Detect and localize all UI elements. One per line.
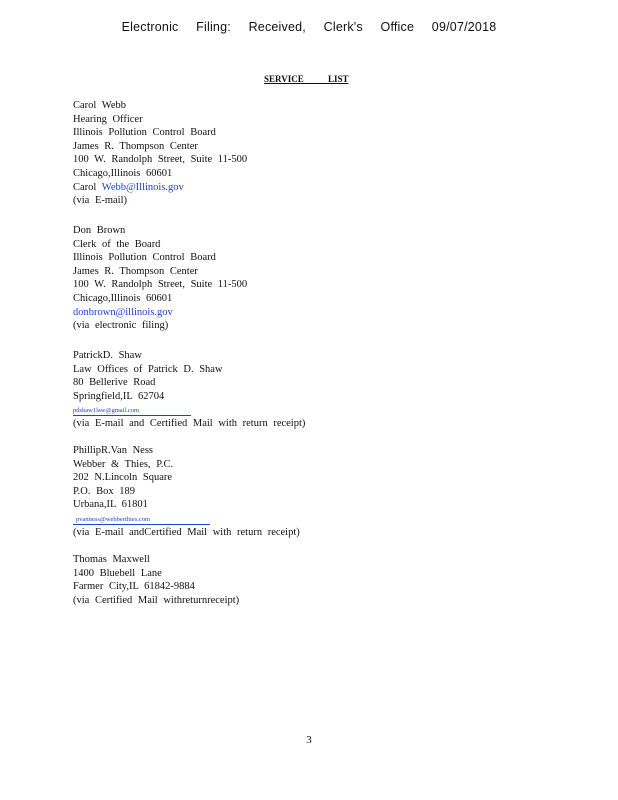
email-link[interactable]: donbrown@illinois.gov [73, 306, 173, 318]
contact-line: Chicago,Illinois 60601 [73, 292, 173, 304]
page-number: 3 [306, 734, 312, 746]
contact-line: Clerk of the Board [73, 238, 161, 250]
contact-line: 100 W. Randolph Street, Suite 11-500 [73, 154, 248, 166]
contact-line: 1400 Bluebell Lane [73, 567, 162, 579]
contact-line: Chicago,Illinois 60601 [73, 167, 173, 179]
email-link[interactable]: pvanness@webberthies.com [73, 516, 210, 525]
contact-line: 100 W. Randolph Street, Suite 11-500 [73, 279, 248, 291]
contact-line: James R. Thompson Center [73, 140, 198, 152]
email-link[interactable]: pdshaw1law@gmail.com [73, 407, 191, 416]
contact-line: James R. Thompson Center [73, 265, 198, 277]
page-title: SERVICE LIST [264, 74, 349, 84]
contact-line: Webber & Thies, P.C. [73, 458, 174, 470]
contact-line: Carol Webb [73, 100, 126, 111]
delivery-method: (via E-mail and Certified Mail with return receipt) [73, 417, 306, 429]
contact-line: Urbana,IL 61801 [73, 499, 148, 511]
email-prefix: Carol [73, 181, 97, 193]
contact-line: Springfield,IL 62704 [73, 390, 165, 402]
contact-patrick-shaw [73, 349, 305, 431]
delivery-method: (via electronic filing) [73, 320, 169, 332]
contact-line: Illinois Pollution Control Board [73, 252, 216, 264]
email-line [73, 181, 247, 195]
contact-line: PhillipR.Van Ness [73, 445, 154, 456]
contact-line: PatrickD. Shaw [73, 350, 142, 361]
filing-header: Electronic Filing: Received, Clerk's Office 09/07/2018 [121, 20, 497, 34]
contact-line: Law Offices of Patrick D. Shaw [73, 363, 223, 375]
contact-line: Hearing Officer [73, 113, 143, 125]
contact-line: Farmer City,IL 61842-9884 [73, 581, 195, 593]
contact-thomas-maxwell [73, 553, 239, 607]
contact-don-brown [73, 224, 247, 333]
contact-line: Don Brown [73, 225, 126, 236]
contact-line: P.O. Box 189 [73, 485, 136, 497]
email-link[interactable]: Webb@Illinois.gov [101, 181, 184, 193]
contact-carol-webb [73, 99, 247, 208]
delivery-method: (via Certified Mail withreturnreceipt) [73, 594, 240, 606]
contact-line: Thomas Maxwell [73, 554, 150, 565]
delivery-method: (via E-mail andCertified Mail with return receipt) [73, 526, 300, 538]
contact-phillip-van-ness [73, 444, 300, 539]
contact-line: 202 N.Lincoln Square [73, 472, 173, 484]
delivery-method: (via E-mail) [73, 195, 128, 207]
contact-line: Illinois Pollution Control Board [73, 127, 216, 139]
contact-line: 80 Bellerive Road [73, 377, 156, 389]
